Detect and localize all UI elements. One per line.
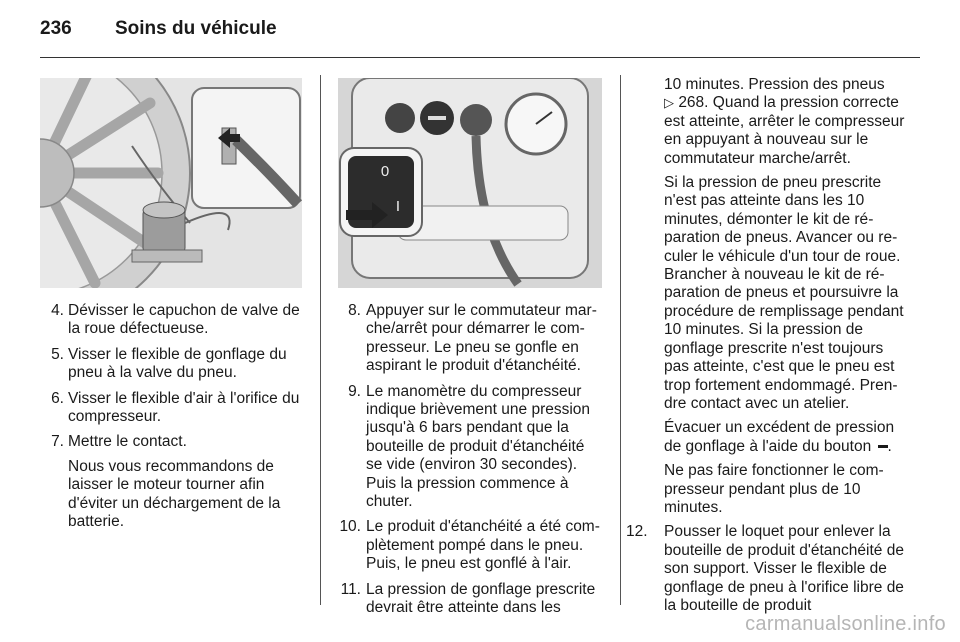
list-number: 12.	[626, 523, 648, 541]
list-number: 10.	[339, 518, 361, 536]
list-number: 8.	[348, 302, 361, 319]
list-number: 7.	[51, 433, 64, 451]
list-text: Dévisser le capuchon de valve de la roue défectueuse.	[68, 302, 300, 338]
list-number: 4.	[51, 302, 64, 319]
column-divider-2	[620, 75, 621, 605]
column-1	[44, 302, 306, 538]
list-text: Appuyer sur le commutateur marche/arrêt pour démarrer le compresseur. Le pneu se gonfle en aspirant le produit d'étanchéité.	[366, 302, 597, 375]
header-divider	[40, 57, 920, 58]
list-text: La pression de gonflage prescrite devrait être atteinte dans les	[366, 580, 596, 617]
list-text: Pousser le loquet pour enlever la bouteille de produit d'étanchéité de son support. Visser le flexible de gonflage de pneu à l'orifice libre de la bouteille de produit	[664, 523, 904, 614]
paragraph: Si la pression de pneu prescrite n'est pas atteinte dans les 10 minutes, démonter le kit de réparation de pneus. Avancer ou reculer le véhicule d'un tour de roue. Brancher à nouveau le kit de réparation de pneus et poursuivre la procédure de remplissage pendant 10 minutes. Si la pression de gonflage prescrite n'est toujours pas atteinte, c'est que le pneu est trop fortement endommagé. Prendre contact avec un atelier.	[664, 174, 904, 412]
list-item	[44, 302, 306, 339]
list-text: Le produit d'étanchéité a été complètement pompé dans le pneu. Puis, le pneu est gonflé à l'air.	[366, 518, 600, 573]
column-divider-1	[320, 75, 321, 605]
list-item	[339, 518, 604, 573]
list-item	[44, 390, 306, 427]
illustration-compressor-switch	[338, 78, 602, 288]
switch-label-on: I	[395, 198, 401, 215]
list-item	[44, 433, 306, 531]
continued-text-b: 268. Quand la pression correcte est atteinte, arrêter le compresseur en appuyant à nouveau sur le commutateur marche/arrêt.	[664, 94, 905, 167]
illustration-tire-compressor	[40, 78, 302, 288]
paragraph-deflate	[640, 419, 905, 456]
column-2	[339, 302, 604, 625]
list-number: 5.	[51, 345, 64, 363]
continued-paragraph	[640, 76, 905, 168]
paragraph: Ne pas faire fonctionner le compresseur pendant plus de 10 minutes.	[664, 462, 884, 516]
list-text: Le manomètre du compresseur indique brièvement une pression jusqu'à 6 bars pendant que la bouteille de produit d'étanchéité se vide (environ 30 secondes). Puis la pression commence à chuter.	[366, 382, 591, 511]
list-text: Visser le flexible de gonflage du pneu à la valve du pneu.	[68, 345, 287, 382]
list-item	[339, 581, 604, 618]
page-title: Soins du véhicule	[115, 18, 277, 39]
list-text: Mettre le contact.	[68, 433, 187, 451]
deflate-text: Évacuer un excédent de pression de gonflage à l'aide du bouton	[664, 419, 895, 455]
list-item	[626, 523, 905, 615]
list-item	[339, 383, 604, 512]
minus-button-icon	[878, 445, 888, 448]
page-ref-arrow-icon: ▷	[664, 95, 674, 111]
list-number: 9.	[348, 382, 361, 400]
switch-label-off: 0	[380, 163, 390, 180]
list-subtext: Nous vous recommandons de laisser le moteur tourner afin d'éviter un déchargement de la batterie.	[68, 457, 281, 531]
watermark: carmanualsonline.info	[745, 613, 946, 635]
list-item	[44, 346, 306, 383]
list-number: 6.	[51, 389, 64, 407]
list-text: Visser le flexible d'air à l'orifice du compresseur.	[68, 389, 300, 426]
continued-text-a: 10 minutes. Pression des pneus	[664, 76, 885, 93]
list-item	[339, 302, 604, 376]
deflate-text-end: .	[887, 437, 892, 455]
column-3	[626, 76, 905, 622]
page-number: 236	[40, 18, 72, 39]
list-number: 11.	[340, 580, 361, 598]
page-header	[40, 18, 277, 48]
